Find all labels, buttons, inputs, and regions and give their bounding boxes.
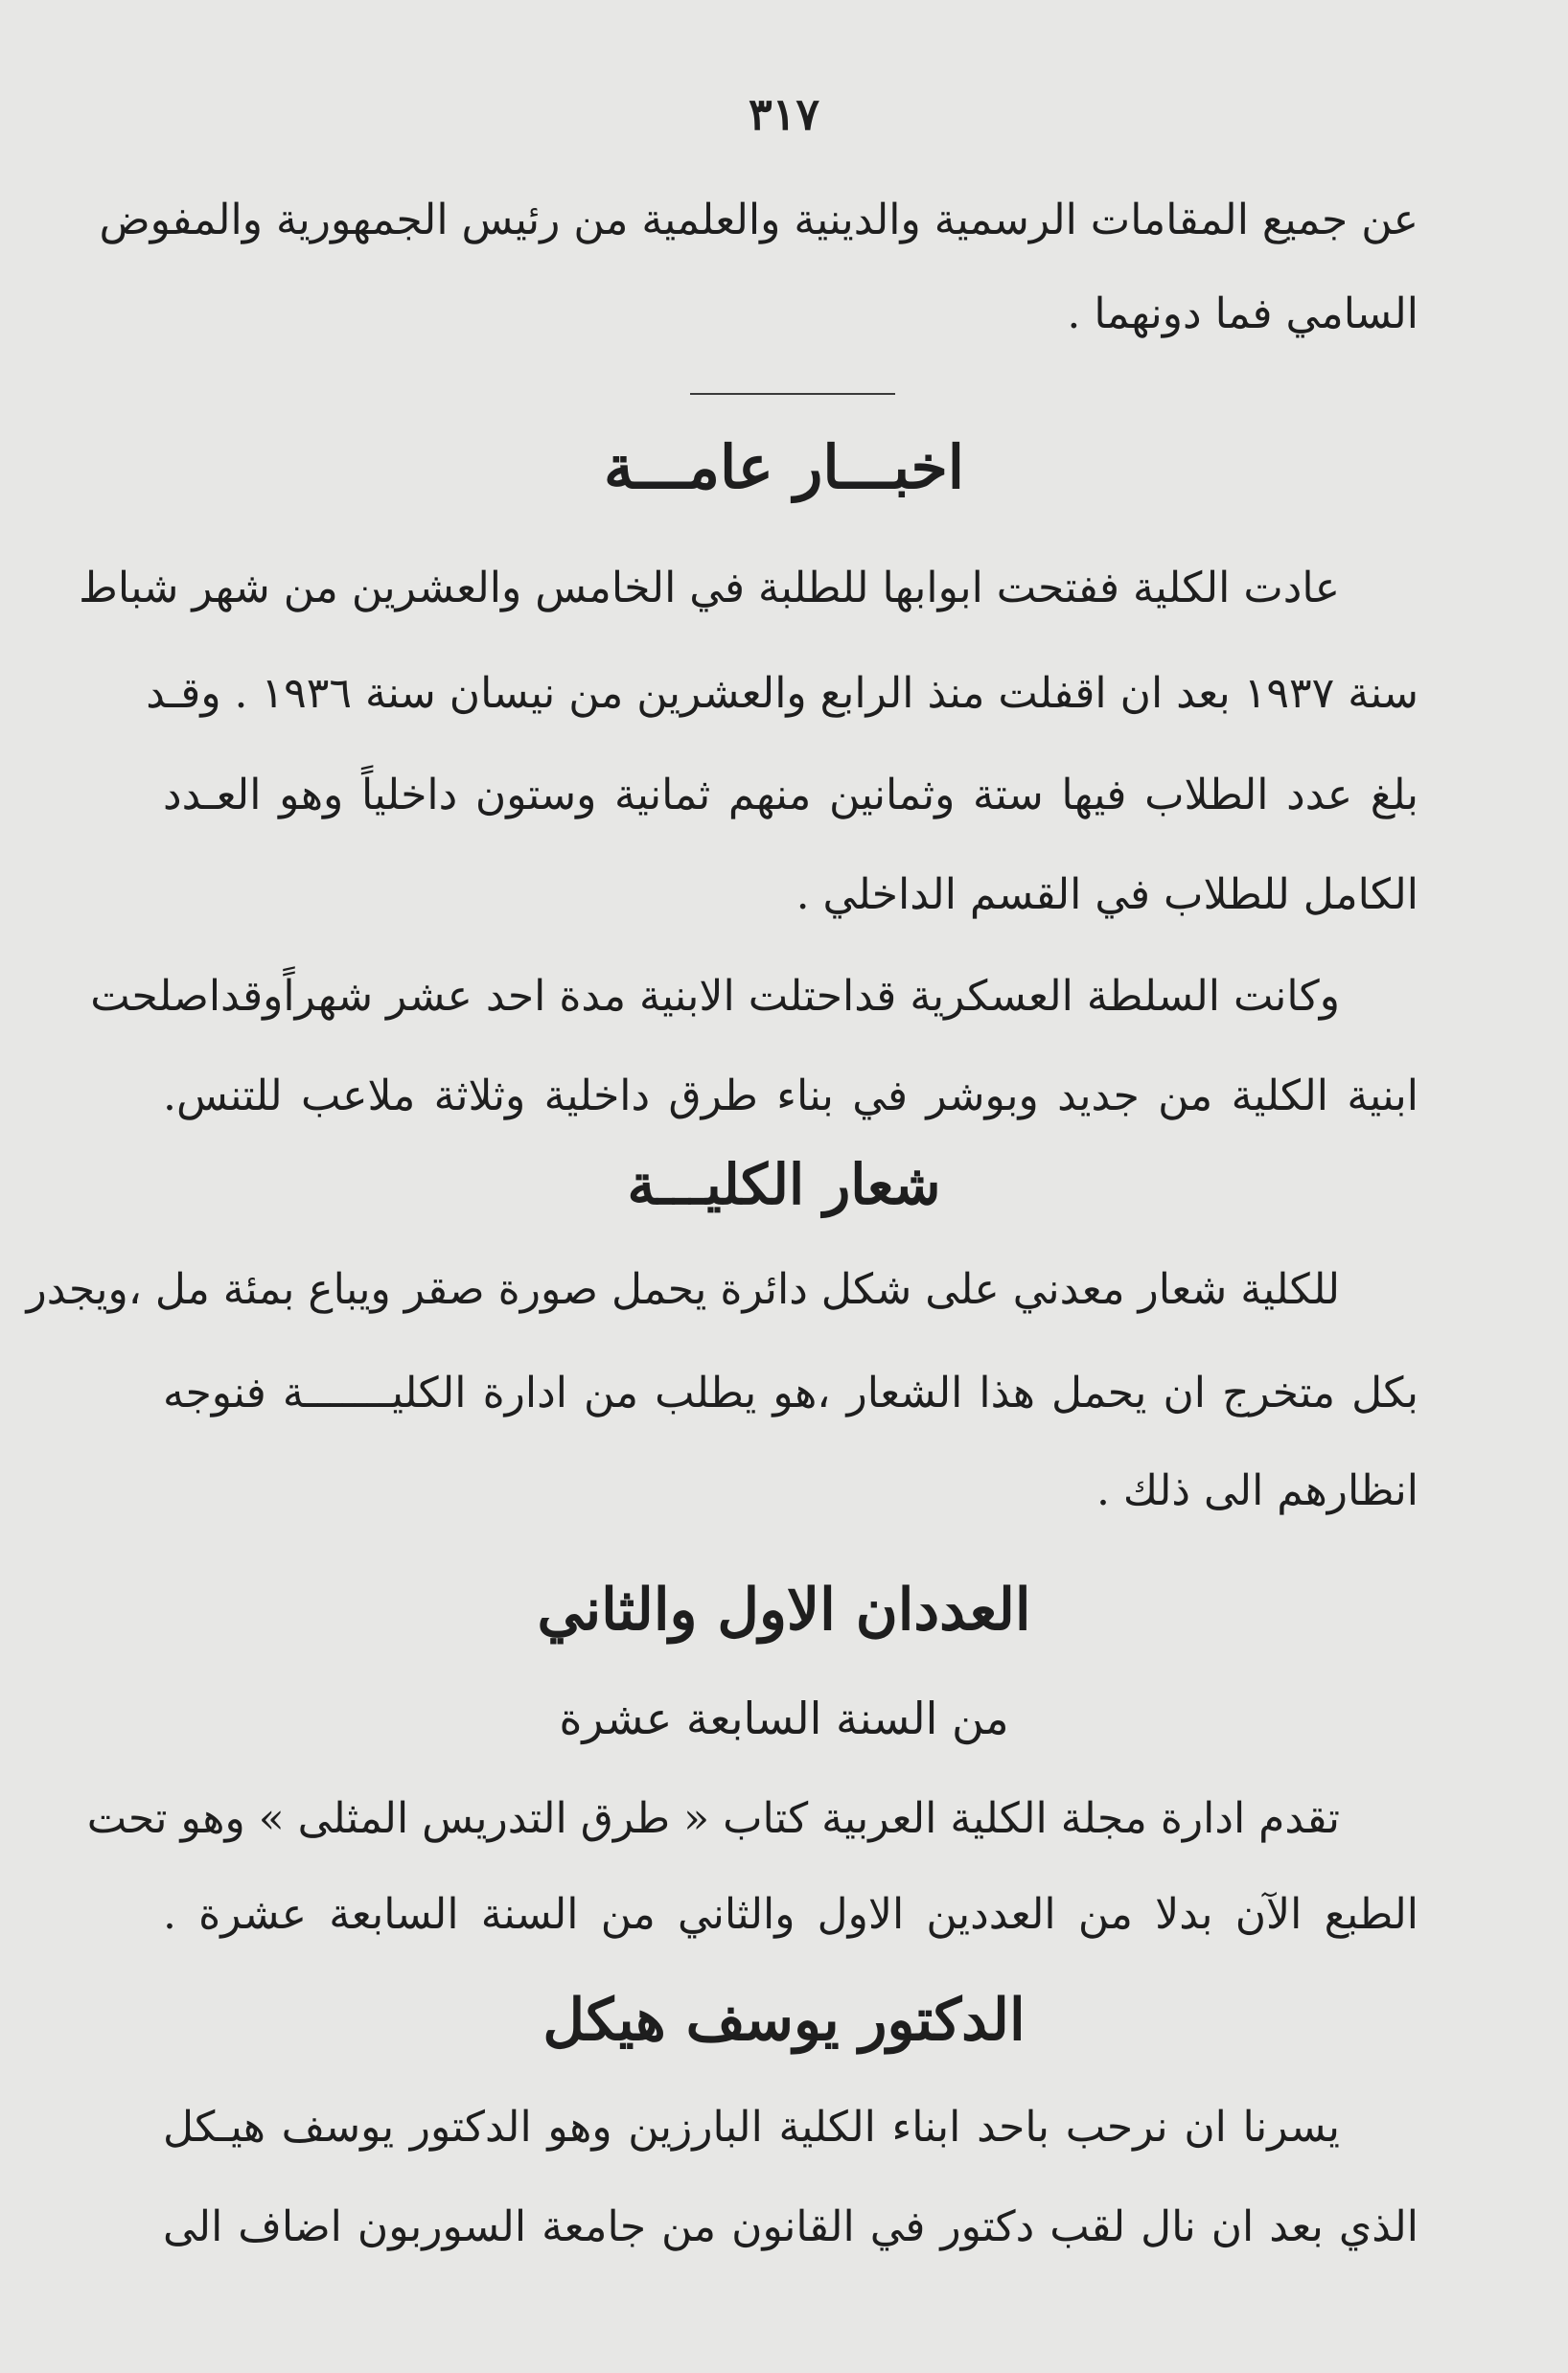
paragraph-line: عادت الكلية ففتحت ابوابها للطلبة في الخامس والعشرين من شهر شباط [79, 564, 1340, 612]
paragraph-line: الطبع الآن بدلا من العددين الاول والثاني من السنة السابعة عشرة . [163, 1890, 1418, 1939]
general-news-heading: اخبـــار عامـــة [604, 432, 964, 502]
paragraph-line: ابنية الكلية من جديد وبوشر في بناء طرق داخلية وثلاثة ملاعب للتنس. [163, 1071, 1418, 1120]
intro-line: السامي فما دونهما . [1067, 289, 1418, 338]
issues-subheading: من السنة السابعة عشرة [559, 1693, 1009, 1744]
paragraph-line: بلغ عدد الطلاب فيها ستة وثمانين منهم ثمانية وستون داخلياً وهو العـدد [163, 771, 1418, 819]
paragraph-line: وكانت السلطة العسكرية قداحتلت الابنية مدة احد عشر شهراًوقداصلحت [90, 972, 1340, 1021]
issues-heading: العددان الاول والثاني [537, 1577, 1031, 1644]
section-divider [690, 393, 895, 395]
page-number: ٣١٧ [748, 88, 820, 140]
paragraph-line: تقدم ادارة مجلة الكلية العربية كتاب « طرق التدريس المثلى » وهو تحت [86, 1794, 1340, 1843]
doctor-heading: الدكتور يوسف هيكل [542, 1987, 1026, 2054]
paragraph-line: بكل متخرج ان يحمل هذا الشعار ،هو يطلب من ادارة الكليـــــــة فنوجه [163, 1369, 1418, 1417]
paragraph-line: الذي بعد ان نال لقب دكتور في القانون من جامعة السوربون اضاف الى [163, 2202, 1418, 2251]
college-logo-heading: شعار الكليـــة [627, 1152, 941, 1217]
intro-line: عن جميع المقامات الرسمية والدينية والعلمية من رئيس الجمهورية والمفوض [99, 196, 1418, 244]
paragraph-line: يسرنا ان نرحب باحد ابناء الكلية البارزين وهو الدكتور يوسف هيـكل [163, 2103, 1340, 2152]
paragraph-line: سنة ١٩٣٧ بعد ان اقفلت منذ الرابع والعشرين من نيسان سنة ١٩٣٦ . وقـد [146, 669, 1418, 718]
paragraph-line: للكلية شعار معدني على شكل دائرة يحمل صورة صقر ويباع بمئة مل ،ويجدر [26, 1265, 1340, 1314]
paragraph-line: انظارهم الى ذلك . [1095, 1466, 1418, 1515]
paragraph-line: الكامل للطلاب في القسم الداخلي . [796, 870, 1418, 919]
